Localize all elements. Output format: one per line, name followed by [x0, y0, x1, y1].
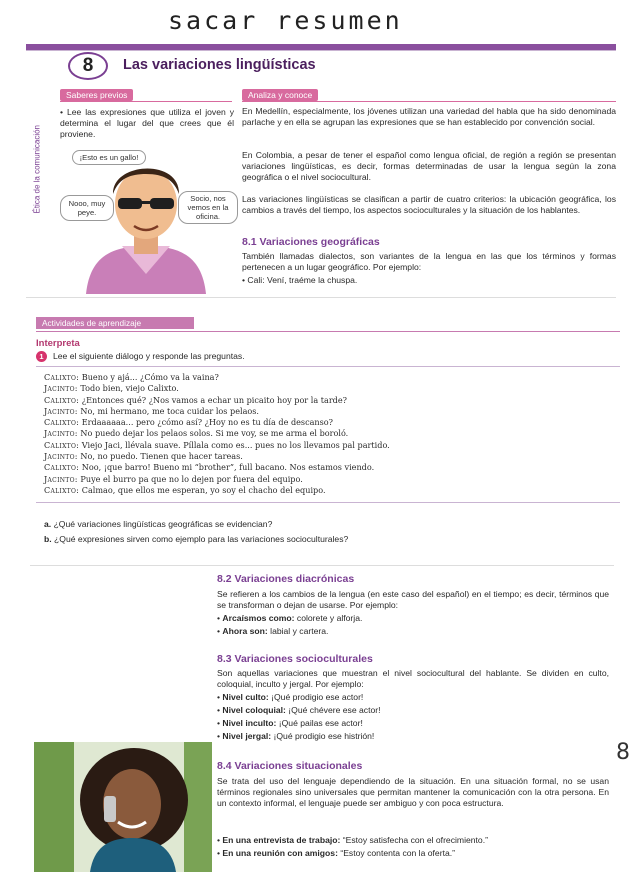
list-8-3	[217, 692, 381, 742]
lesson-title: Las variaciones lingüísticas	[123, 57, 316, 73]
speech-bubble-2: Nooo, muy peye.	[60, 195, 114, 221]
handwritten-mark: 8	[616, 740, 630, 765]
question-b: b. ¿Qué expresiones sirven como ejemplo para las variaciones socioculturales?	[44, 534, 349, 544]
list-item: • Nivel jergal: ¡Qué prodigio ese histrión!	[217, 731, 375, 741]
list-item: • Nivel inculto: ¡Qué pailas ese actor!	[217, 718, 363, 728]
dialog-line: Calixto: ¿Entonces qué? ¿Nos vamos a echar un picaito hoy por la tarde?	[44, 394, 347, 405]
example-cali: • Cali: Vení, traéme la chuspa.	[242, 275, 358, 285]
speech-bubble-3: Socio, nos vemos en la oficina.	[178, 191, 238, 224]
interpreta-heading: Interpreta	[36, 338, 80, 349]
heading-8-1: 8.1 Variaciones geográficas	[242, 236, 380, 248]
actividades-tag: Actividades de aprendizaje	[36, 317, 194, 329]
dialog-line: Calixto: Erdaaaaaa... pero ¿cómo así? ¿Hoy no es tu día de descanso?	[44, 417, 334, 428]
side-label: Ética de la comunicación	[32, 125, 42, 214]
activity-instruction: Lee el siguiente diálogo y responde las preguntas.	[53, 351, 245, 361]
heading-8-3: 8.3 Variaciones socioculturales	[217, 653, 373, 665]
header-rule	[26, 50, 616, 51]
dialog-bottom-rule	[36, 502, 620, 503]
dialog-line: Calixto: Viejo Jaci, llévala suave. Píllala como es... pues no los llevamos pal partido.	[44, 439, 390, 450]
paragraph-8-2: Se refieren a los cambios de la lengua (en este caso del español) en el tiempo; es decir, términos que se transforman o dejan de usarse. Por ejemplo:	[217, 589, 609, 610]
analiza-paragraph-4: También llamadas dialectos, son variantes de la lengua en las que los términos y formas pertenecen a un lugar geográfico. Por ejemplo:	[242, 251, 616, 272]
list-item: • En una reunión con amigos: “Estoy contenta con la oferta.”	[217, 848, 455, 858]
dialog-line: Jacinto: Todo bien, viejo Calixto.	[44, 383, 179, 394]
saberes-instruction: • Lee las expresiones que utiliza el joven y determina el lugar del que crees que él proviene.	[60, 107, 234, 139]
heading-8-4: 8.4 Variaciones situacionales	[217, 760, 363, 772]
list-item: • Nivel coloquial: ¡Qué chévere ese actor!	[217, 705, 381, 715]
dialog	[44, 372, 604, 496]
page-divider-1	[26, 297, 616, 298]
speech-bubble-1: ¡Esto es un gallo!	[72, 150, 146, 165]
dialog-top-rule	[36, 366, 620, 367]
analiza-paragraph-2: En Colombia, a pesar de tener el español como lengua oficial, de región a región se presentan variaciones lingüísticas, es decir, formas determinadas de usar la lengua según la zona geográfica o el nivel sociocultural.	[242, 150, 616, 182]
heading-8-2: 8.2 Variaciones diacrónicas	[217, 573, 355, 585]
list-item: • Arcaísmos como: colorete y alforja.	[217, 613, 363, 623]
actividades-rule	[36, 331, 620, 332]
saberes-tag: Saberes previos	[60, 89, 133, 101]
activity-number: 1	[36, 351, 47, 362]
dialog-line: Jacinto: No puedo dejar los pelaos solos. Si me voy, se me arma el boroló.	[44, 428, 349, 439]
dialog-line: Calixto: Bueno y ajá... ¿Cómo va la vaina?	[44, 372, 219, 382]
dialog-line: Jacinto: Puye el burro pa que no lo dejen por fuera del equipo.	[44, 473, 303, 484]
paragraph-8-3: Son aquellas variaciones que muestran el nivel sociocultural del hablante. Se dividen en culto, coloquial, inculto y jergal. Por ejemplo:	[217, 668, 609, 689]
list-item: • En una entrevista de trabajo: “Estoy satisfecha con el ofrecimiento.”	[217, 835, 488, 845]
analiza-paragraph-3: Las variaciones lingüísticas se clasifican a partir de cuatro criterios: la ubicación geográfica, los cambios a través del tiempo, los aspectos socioculturales y la situación de los hablantes.	[242, 194, 616, 215]
girl-on-phone-icon	[34, 742, 212, 872]
saberes-rule	[60, 101, 232, 102]
analiza-rule	[242, 101, 616, 102]
lesson-number: 8	[68, 52, 108, 80]
handwritten-title: sacar resumen	[168, 6, 403, 35]
paragraph-8-4: Se trata del uso del lenguaje dependiendo de la situación. En una situación formal, no se usan términos regionales sino universales que permitan mantener la comunicación con la otra persona. En un contexto informal, el lenguaje puede ser ambiguo y con poca estructura.	[217, 776, 609, 808]
dialog-line: Calixto: Calmao, que ellos me esperan, yo soy el chacho del equipo.	[44, 484, 326, 495]
question-a: a. ¿Qué variaciones lingüísticas geográficas se evidencian?	[44, 519, 273, 529]
list-8-2	[217, 613, 362, 637]
analiza-paragraph-1: En Medellín, especialmente, los jóvenes utilizan una variedad del habla que ha sido denominada parlache y en ella se agrupan las expresiones que se han establecido por convención social.	[242, 106, 616, 127]
list-8-4	[217, 835, 617, 859]
dialog-line: Calixto: Noo, ¡que barro! Bueno mi “brother”, full bacano. Nos estamos viendo.	[44, 462, 375, 473]
dialog-line: Jacinto: No, mi hermano, me toca cuidar los pelaos.	[44, 405, 260, 416]
list-item: • Nivel culto: ¡Qué prodigio ese actor!	[217, 692, 364, 702]
page-divider-2	[30, 565, 614, 566]
photo-girl-phone	[34, 742, 212, 872]
list-item: • Ahora son: labial y cartera.	[217, 626, 329, 636]
dialog-line: Jacinto: No, no puedo. Tienen que hacer tareas.	[44, 451, 243, 462]
analiza-tag: Analiza y conoce	[242, 89, 318, 101]
